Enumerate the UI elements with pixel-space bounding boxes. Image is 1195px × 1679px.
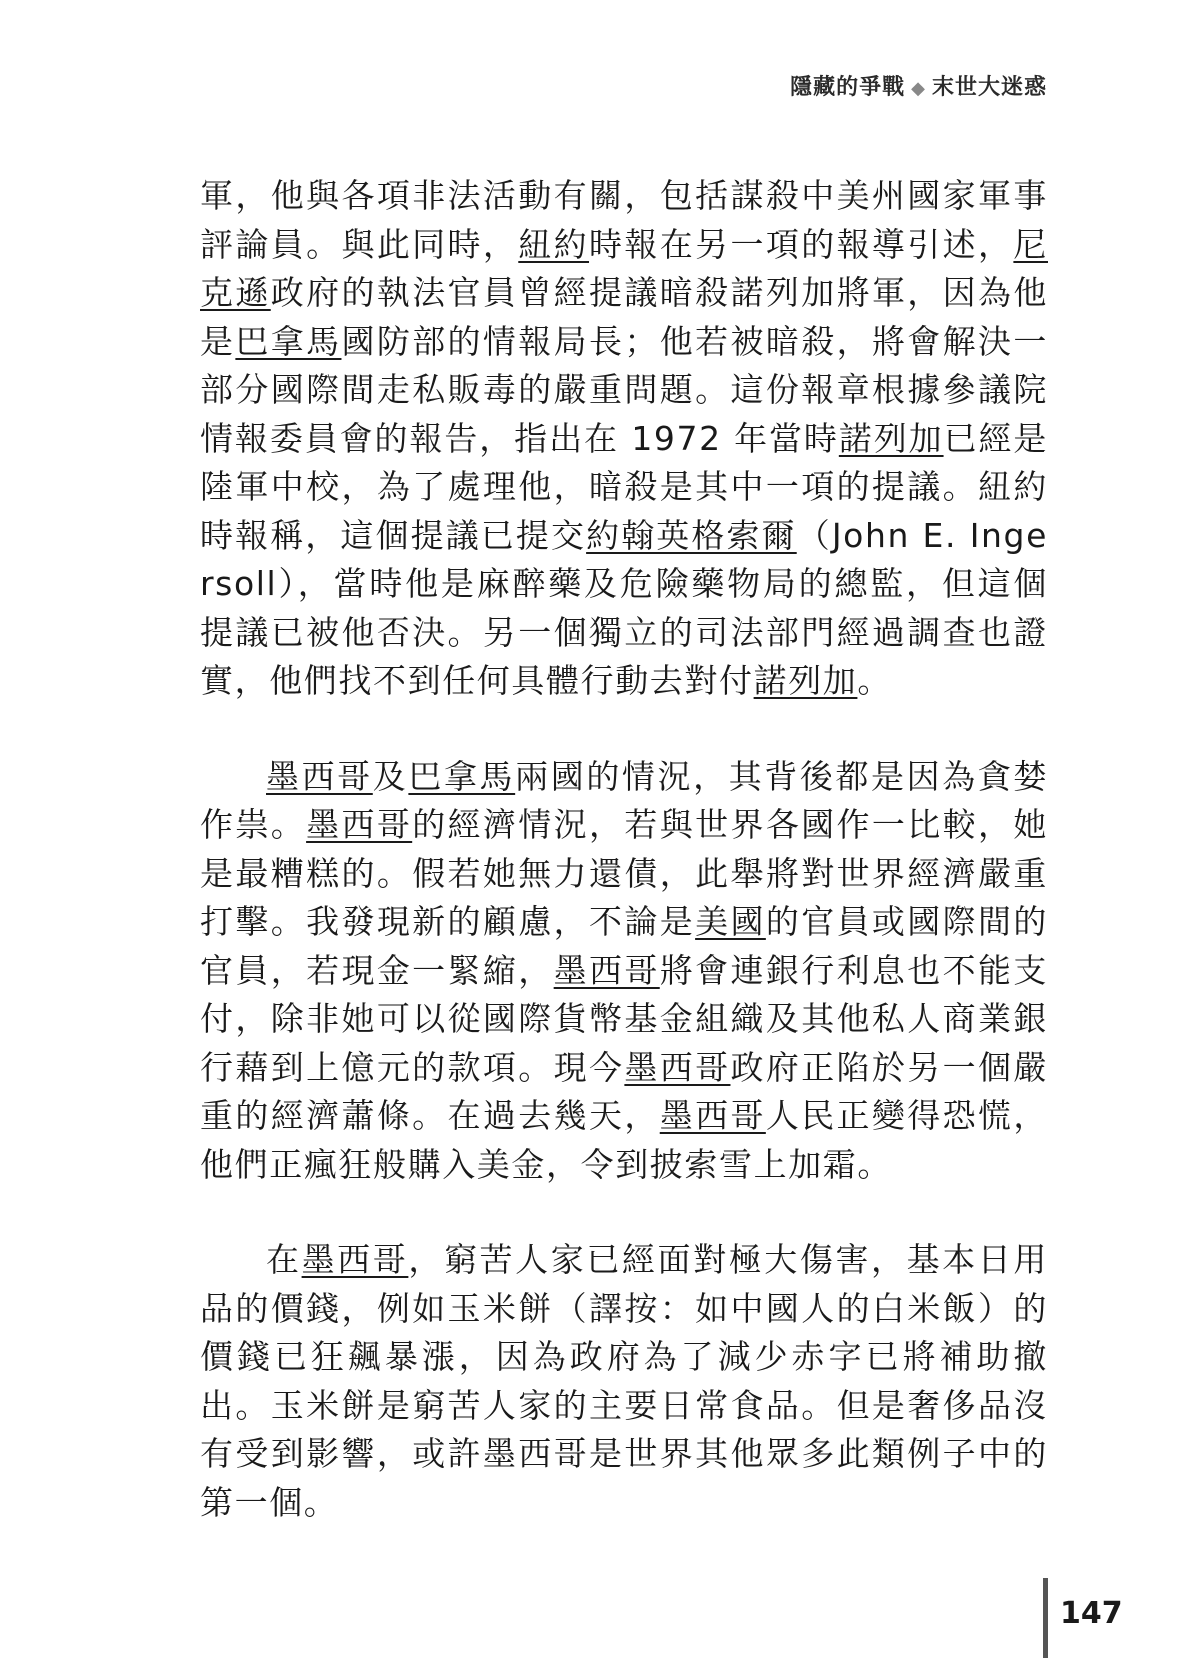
text-segment: 的官員或國際間的官員，若現金一緊縮， (200, 902, 1048, 990)
underlined-proper-noun: 尼克遜 (200, 224, 1048, 312)
underlined-proper-noun: 墨西哥 (624, 1047, 731, 1087)
text-segment: 。 (857, 661, 893, 700)
chapter-title: 末世大迷惑 (931, 75, 1047, 100)
underlined-proper-noun: 墨西哥 (306, 805, 413, 844)
paragraph (200, 753, 1048, 1190)
underlined-proper-noun: 諾列加 (753, 661, 858, 700)
text-segment: 已經是陸軍中校，為了處理他，暗殺是其中一項的提議。紐約時報稱，這個提議已提交 (200, 418, 1048, 555)
underlined-proper-noun: 諾列加 (838, 418, 944, 458)
underlined-proper-noun: 墨西哥 (659, 1096, 766, 1135)
book-title: 隱藏的爭戰 (790, 75, 906, 100)
underlined-proper-noun: 巴拿馬 (408, 756, 516, 796)
text-segment: 的經濟情況，若與世界各國作一比較，她是最糟糕的。假若她無力還債，此舉將對世界經濟嚴重打擊。我發現新的顧慮，不論是 (200, 805, 1048, 941)
underlined-proper-noun: 約翰英格索爾 (586, 515, 797, 555)
running-header (790, 70, 1047, 101)
paragraph (200, 172, 1048, 706)
text-segment: 人民正變得恐慌，他們正瘋狂般購入美金，令到披索雪上加霜。 (200, 1096, 1048, 1184)
text-segment: 政府的執法官員曾經提議暗殺諾列加將軍，因為他是 (200, 273, 1048, 361)
paragraph (200, 1236, 1048, 1527)
text-segment: ，窮苦人家已經面對極大傷害，基本日用品的價錢，例如玉米餅（譯按：如中國人的白米飯）的價錢已狂飆暴漲，因為政府為了減少赤字已將補助撤出。玉米餅是窮苦人家的主要日常食品。但是奢侈品沒有受到影響，或許墨西哥是世界其他眾多此類例子中的第一個。 (200, 1240, 1048, 1522)
page-number: 147 (1060, 1596, 1123, 1631)
diamond-separator-icon: ◆ (911, 78, 926, 99)
text-segment: 國防部的情報局長；他若被暗殺，將會解決一部分國際間走私販毒的嚴重問題。這份報章根據參議院情報委員會的報告，指出在 1972 年當時 (200, 321, 1048, 458)
underlined-proper-noun: 墨西哥 (301, 1240, 409, 1279)
underlined-proper-noun: 紐約 (518, 224, 590, 264)
text-segment: 及 (372, 756, 409, 796)
text-segment: 政府正陷於另一個嚴重的經濟蕭條。在過去幾天， (200, 1047, 1048, 1135)
text-segment: （John E. Ingersoll），當時他是麻醉藥及危險藥物局的總監，但這個提議已被他否決。另一個獨立的司法部門經過調查也證實，他們找不到任何具體行動去對付 (200, 515, 1048, 700)
underlined-proper-noun: 墨西哥 (553, 950, 660, 990)
text-segment: 將會連銀行利息也不能支付，除非她可以從國際貨幣基金組織及其他私人商業銀行藉到上億元的款項。現今 (200, 950, 1048, 1087)
underlined-proper-noun: 美國 (695, 902, 766, 941)
underlined-proper-noun: 巴拿馬 (235, 321, 342, 361)
text-segment: 軍，他與各項非法活動有關，包括謀殺中美州國家軍事評論員。與此同時， (200, 176, 1048, 264)
underlined-proper-noun: 墨西哥 (266, 756, 373, 796)
body-text (200, 172, 1048, 1527)
page-number-bar (1043, 1578, 1048, 1658)
text-segment: 兩國的情況，其背後都是因為貪婪作祟。 (200, 756, 1048, 844)
text-segment: 在 (266, 1240, 302, 1279)
text-segment: 時報在另一項的報導引述， (589, 224, 1014, 264)
